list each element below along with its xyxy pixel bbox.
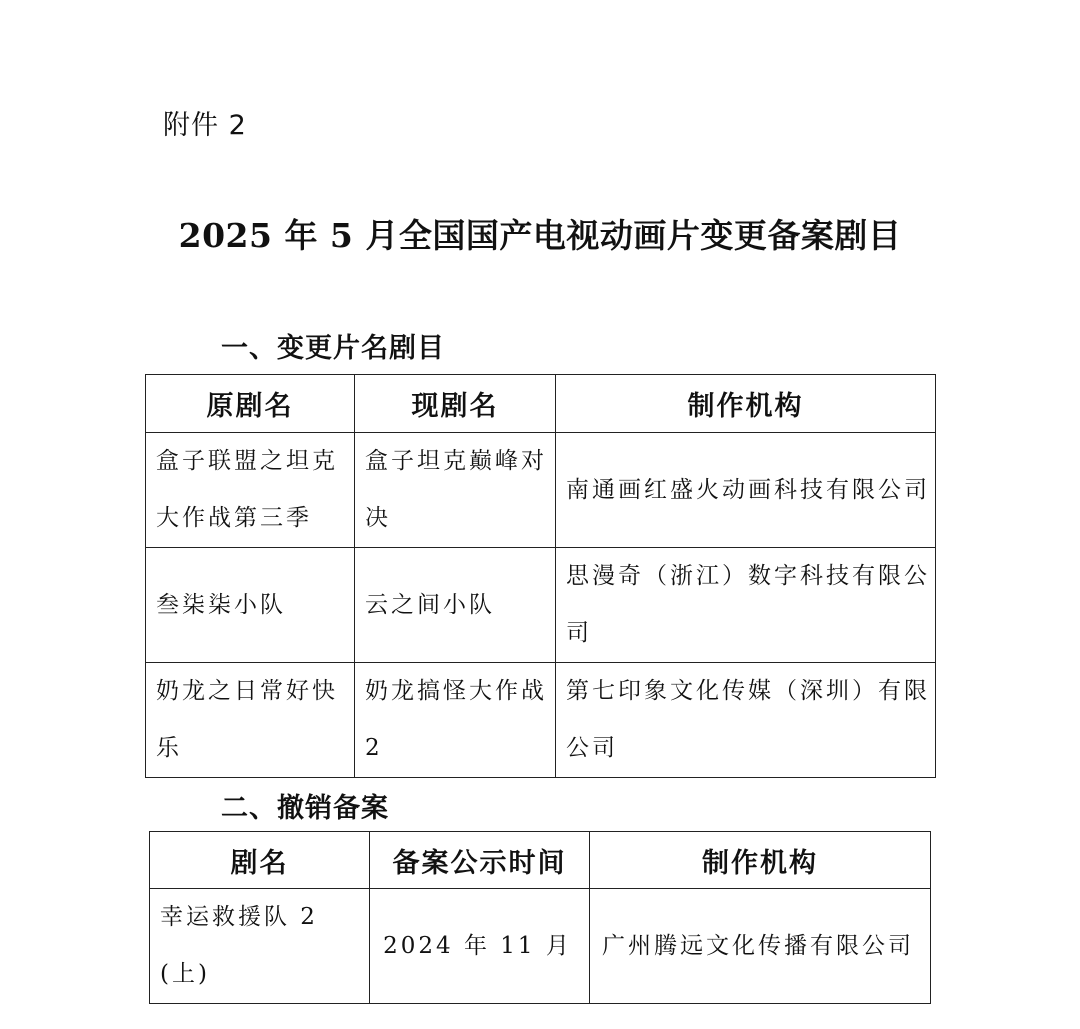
cancelled-filings-table [149,831,931,1004]
column-header-producer: 制作机构 [590,832,931,889]
producer-cell: 第七印象文化传媒（深圳）有限公司 [556,663,936,778]
table-header-row [146,375,936,433]
section-heading-cancelled: 二、撤销备案 [221,793,389,824]
section-heading-renamed: 一、变更片名剧目 [221,333,445,364]
column-header-filing-date: 备案公示时间 [370,832,590,889]
table-row [146,433,936,548]
current-title-cell: 云之间小队 [355,548,556,663]
original-title-cell: 盒子联盟之坦克大作战第三季 [146,433,355,548]
column-header-title: 剧名 [150,832,370,889]
column-header-producer: 制作机构 [556,375,936,433]
attachment-label: 附件 2 [163,110,247,141]
table-row [150,889,931,1004]
document-title: 2025 年 5 月全国国产电视动画片变更备案剧目 [178,216,902,255]
producer-cell: 思漫奇（浙江）数字科技有限公司 [556,548,936,663]
renamed-titles-table [145,374,936,778]
current-title-cell: 奶龙搞怪大作战 2 [355,663,556,778]
producer-cell: 广州腾远文化传播有限公司 [590,889,931,1004]
table-row [146,548,936,663]
producer-cell: 南通画红盛火动画科技有限公司 [556,433,936,548]
original-title-cell: 叁柒柒小队 [146,548,355,663]
filing-date-cell: 2024 年 11 月 [370,889,590,1004]
original-title-cell: 奶龙之日常好快乐 [146,663,355,778]
column-header-original-title: 原剧名 [146,375,355,433]
table-row [146,663,936,778]
current-title-cell: 盒子坦克巅峰对决 [355,433,556,548]
column-header-current-title: 现剧名 [355,375,556,433]
table-header-row [150,832,931,889]
title-cell: 幸运救援队 2(上) [150,889,370,1004]
